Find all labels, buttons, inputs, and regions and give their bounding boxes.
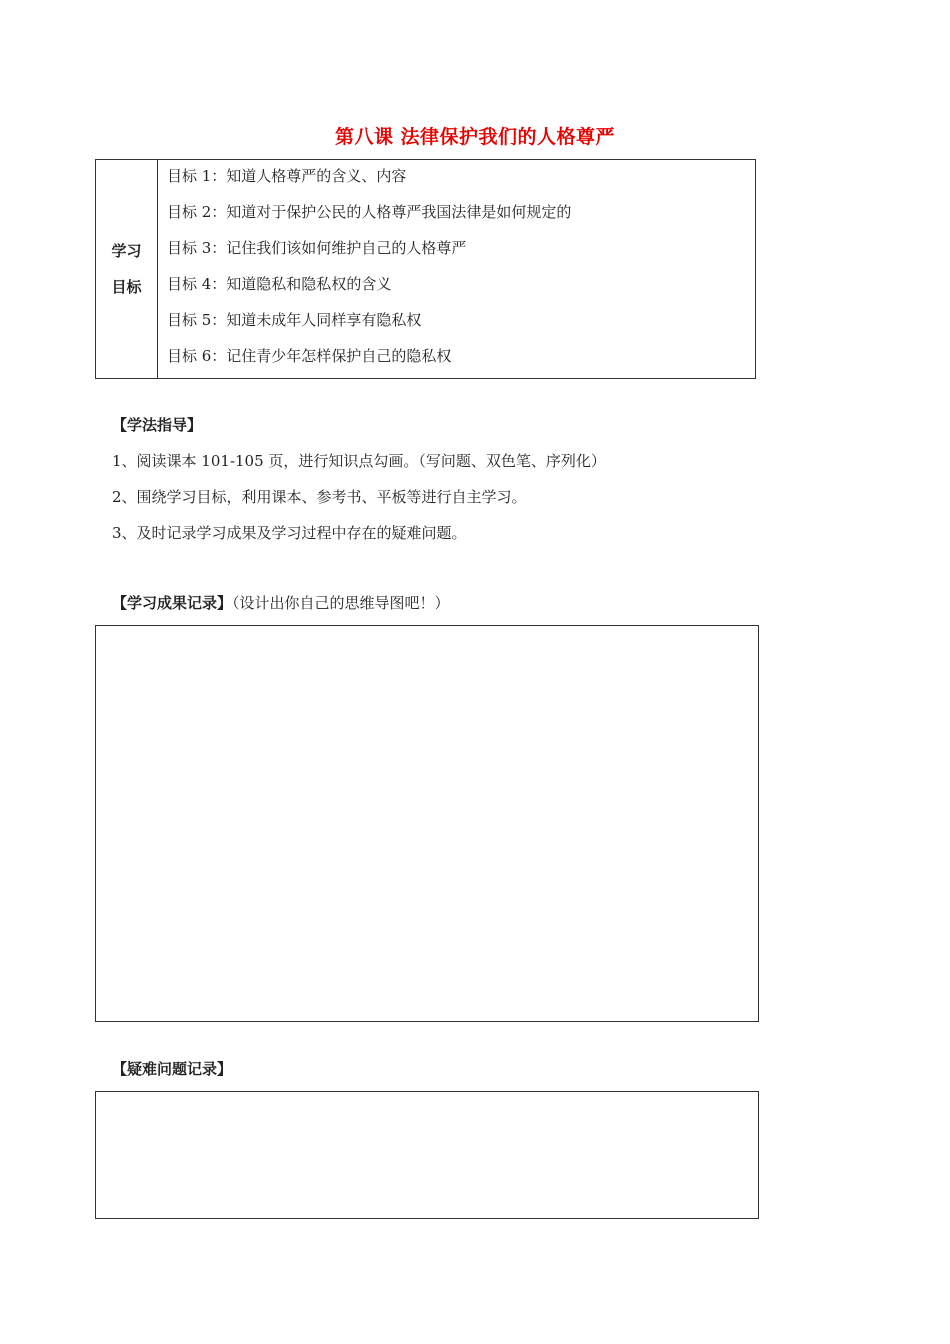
guide-item-3: 3、及时记录学习成果及学习过程中存在的疑难问题。	[112, 524, 467, 542]
results-record-heading	[112, 592, 450, 613]
goals-label-line1: 学习	[111, 242, 142, 260]
goal-item-6: 目标 6：记住青少年怎样保护自己的隐私权	[167, 347, 452, 365]
goal-item-1: 目标 1：知道人格尊严的含义、内容	[167, 167, 407, 185]
goal-item-3: 目标 3：记住我们该如何维护自己的人格尊严	[167, 239, 467, 257]
learning-goals-label	[96, 160, 158, 378]
goals-label-line2: 目标	[111, 278, 142, 296]
goal-item-2: 目标 2：知道对于保护公民的人格尊严我国法律是如何规定的	[167, 203, 572, 221]
guide-item-2: 2、围绕学习目标，利用课本、参考书、平板等进行自主学习。	[112, 488, 527, 506]
learning-goals-table	[95, 159, 756, 379]
study-guide-list	[112, 449, 606, 557]
goal-item-5: 目标 5：知道未成年人同样享有隐私权	[167, 311, 422, 329]
goals-list	[158, 160, 755, 378]
questions-record-box[interactable]	[95, 1091, 759, 1219]
results-record-box[interactable]	[95, 625, 759, 1022]
goal-item-4: 目标 4：知道隐私和隐私权的含义	[167, 275, 392, 293]
questions-record-heading: 【疑难问题记录】	[112, 1060, 233, 1078]
results-heading-text: 【学习成果记录】	[112, 594, 233, 612]
study-guide-heading: 【学法指导】	[112, 416, 203, 434]
results-heading-note: （设计出你自己的思维导图吧！）	[232, 594, 450, 612]
guide-item-1: 1、阅读课本 101-105 页，进行知识点勾画。（写问题、双色笔、序列化）	[112, 452, 606, 470]
page-title: 第八课 法律保护我们的人格尊严	[334, 126, 616, 148]
